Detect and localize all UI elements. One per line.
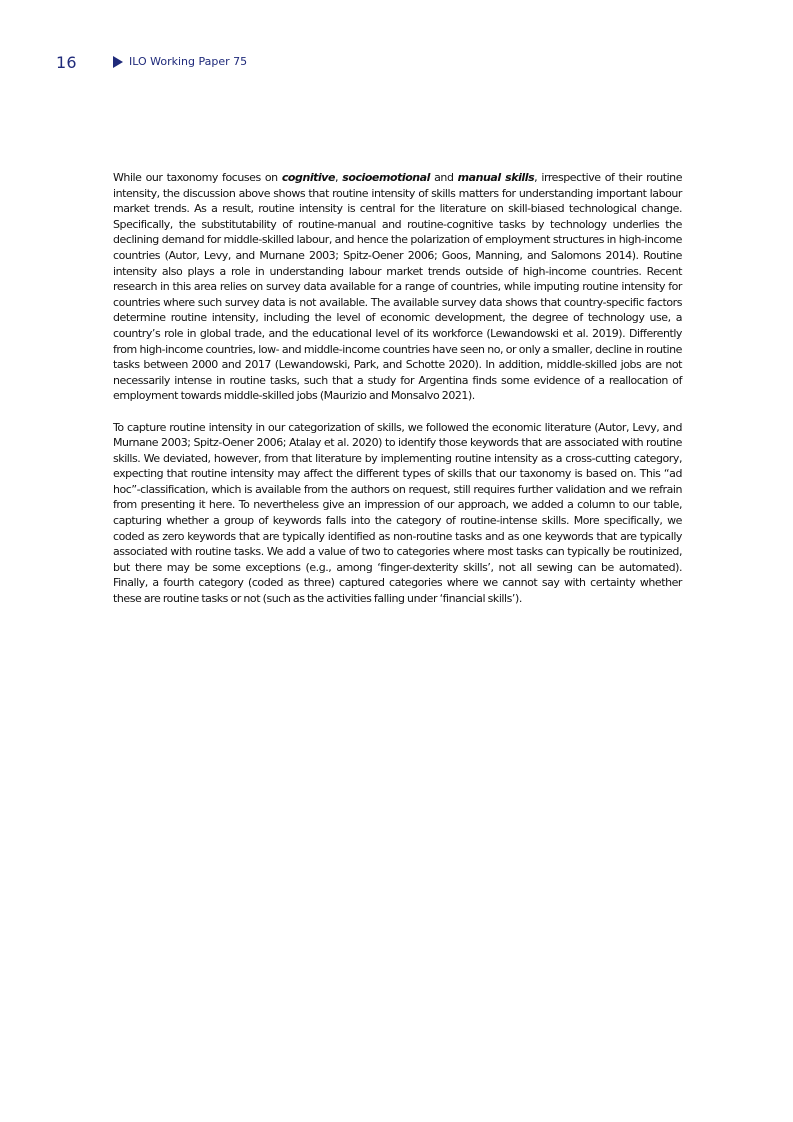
term-manual-skills: manual skills — [457, 171, 535, 184]
page-number: 16 — [56, 53, 77, 72]
separator-and: and — [429, 171, 458, 184]
paragraph-routine-intensity-literature — [113, 170, 682, 404]
term-cognitive: cognitive — [281, 171, 336, 184]
paragraph-lead: While our taxonomy focuses on — [113, 171, 282, 184]
body-text — [113, 170, 682, 622]
series-title: ILO Working Paper 75 — [129, 55, 248, 68]
paragraph-rest: , irrespective of their routine intensity, the discussion above shows that routine intensity of skills matters for understanding important labour market trends. As a result, routine intensity is central for the literature on skill-biased technological change. Specifically, the substitutability of routine-manual and routine-cognitive tasks by technology underlies the declining demand for middle-skilled labour, and hence the polarization of employment structures in high-income countries (Autor, Levy, and Murnane 2003; Spitz-Oener 2006; Goos, Manning, and Salomons 2014). Routine intensity also plays a role in understanding labour market trends outside of high-income countries. Recent research in this area relies on survey data available for a range of countries, while imputing routine intensity for countries where such survey data is not available. The available survey data shows that country-specific factors determine routine intensity, including the level of economic development, the degree of technology use, a country’s role in global trade, and the educational level of its workforce (Lewandowski et al. 2019). Differently from high-income countries, low- and middle-income countries have seen no, or only a smaller, decline in routine tasks between 2000 and 2017 (Lewandowski, Park, and Schotte 2020). In addition, middle-skilled jobs are not necessarily intense in routine tasks, such that a study for Argentina finds some evidence of a reallocation of employment towards middle-skilled jobs (Maurizio and Monsalvo 2021). — [113, 171, 683, 403]
page-header — [0, 53, 793, 75]
separator-comma: , — [335, 171, 343, 184]
term-socioemotional: socioemotional — [342, 171, 430, 184]
triangle-marker-icon — [113, 56, 123, 68]
paragraph-routine-intensity-approach: To capture routine intensity in our categorization of skills, we followed the economic literature (Autor, Levy, and Murnane 2003; Spitz-Oener 2006; Atalay et al. 2020) to identify those keywords that are associated with routine skills. We deviated, however, from that literature by implementing routine intensity as a cross-cutting category, expecting that routine intensity may affect the different types of skills that our taxonomy is based on. This “ad hoc”-classification, which is available from the authors on request, still requires further validation and we refrain from presenting it here. To nevertheless give an impression of our approach, we added a column to our table, capturing whether a group of keywords falls into the category of routine-intense skills. More specifically, we coded as zero keywords that are typically identified as non-routine tasks and as one keywords that are typically associated with routine tasks. We add a value of two to categories where most tasks can typically be routinized, but there may be some exceptions (e.g., among ‘finger-dexterity skills’, not all sewing can be automated). Finally, a fourth category (coded as three) captured categories where we cannot say with certainty whether these are routine tasks or not (such as the activities falling under ‘financial skills’). — [113, 420, 682, 606]
